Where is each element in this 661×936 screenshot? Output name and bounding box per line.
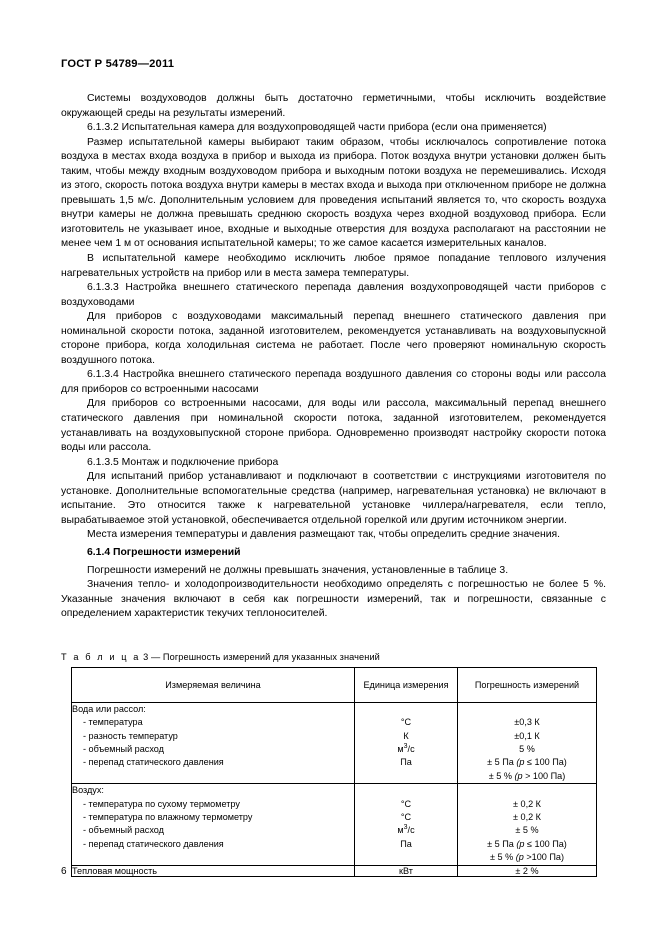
paragraph-chamber-size: Размер испытательной камеры выбирают таким образом, чтобы исключалось сопротивление потока воздуха в местах входа воздуха в прибор и выхода из прибора. Поток воздуха внутри установки должен быть таким, чтобы между входным воздуховодом прибора и выходным потоки воздуха не перемешивались. Исходя из этого, скорость потока воздуха внутри камеры в местах входа и выхода при отключенном приборе не должна превышать 1,5 м/с. Дополнительным условием для проведения испытаний является то, что скорость воздуха внутри камеры не должна превышать среднюю скорость воздуха через входной воздуховод прибора. Если изготовитель не указывает иное, входные и выходные отверстия для воздуха располагают на расстоянии не менее чем 1 м от основания испытательной камеры; то же самое касается измерительных каналов.: [61, 136, 606, 250]
row-line: ± 5 %: [515, 825, 539, 836]
table-row: [72, 702, 597, 783]
row-line: ± 0,2 К: [513, 811, 541, 822]
cell-quantity: [72, 784, 355, 865]
paragraph-accuracy-limits: Погрешности измерений не должны превышать значения, установленные в таблице 3.: [87, 564, 509, 576]
row-line-volume-flow: $м^3/с$: [397, 824, 415, 836]
row-line-volume-flow: $м^3/с$: [397, 742, 415, 754]
accuracy-table: [71, 667, 597, 877]
cell-accuracy: [458, 784, 597, 865]
row-line: - перепад статического давления: [83, 838, 224, 849]
paragraph-duct-static-pressure: Для приборов с воздуховодами максимальный перепад внешнего статического давления при номинальной скорости потока, заданной изготовителем, рекомендуется устанавливать на воздуховыпускной стороне прибора, когда холодильная система не работает. После чего проверяют номинальную скорость воздушного потока.: [61, 311, 606, 366]
cell-quantity: [72, 702, 355, 783]
row-line: - температура по влажному термометру: [83, 811, 253, 822]
cell-unit: [355, 702, 458, 783]
paragraph-capacity-accuracy: Значения тепло- и холодопроизводительности необходимо определять с погрешностью не более 5 %. Указанные значения включают в себя как погрешности измерений, так и погрешности, связанные с определением характеристик текучих теплоносителей.: [61, 579, 606, 620]
row-line: Па: [400, 838, 412, 849]
row-line: °С: [400, 717, 412, 728]
paragraph-intro: Системы воздуховодов должны быть достаточно герметичными, чтобы исключить воздействие окружающей среды на результаты измерений.: [61, 93, 606, 119]
row-line: К: [403, 730, 409, 741]
row-line-pressure-high: ± 5 % (p > 100 Па): [488, 770, 566, 781]
clause-6-1-3-3-title: 6.1.3.3 Настройка внешнего статического перепада давления воздухопроводящей части приборов с воздуховодами: [61, 282, 606, 308]
column-header-unit: Единица измерения: [355, 667, 458, 702]
column-header-accuracy: Погрешность измерений: [458, 667, 597, 702]
table-row: [72, 865, 597, 876]
row-line: - температура по сухому термометру: [83, 798, 240, 809]
cell-accuracy: ± 2 %: [458, 865, 597, 876]
row-line: ±0,3 К: [514, 717, 540, 728]
table-caption-text: 3 — Погрешность измерений для указанных значений: [143, 651, 380, 662]
cell-unit: [355, 784, 458, 865]
row-line: - температура: [83, 717, 143, 728]
table-header-row: [72, 667, 597, 702]
cell-accuracy: [458, 702, 597, 783]
page-number: 6: [61, 866, 67, 877]
document-header: ГОСТ Р 54789—2011: [61, 58, 175, 70]
clause-6-1-3-2-title: 6.1.3.2 Испытательная камера для воздухопроводящей части прибора (если она применяется): [87, 122, 547, 134]
table-caption: [61, 652, 606, 662]
row-line: ±0,1 К: [514, 730, 540, 741]
cell-quantity: Тепловая мощность: [72, 865, 355, 876]
heading-6-1-4: 6.1.4 Погрешности измерений: [87, 546, 241, 558]
table-body: [72, 702, 597, 876]
row-line: Вода или рассол:: [72, 703, 146, 714]
row-line-pressure-low: ± 5 Па (p ≤ 100 Па): [487, 838, 567, 849]
row-line: - объемный расход: [83, 825, 164, 836]
paragraph-pump-static-pressure: Для приборов со встроенными насосами, для воды или рассола, максимальный перепад внешнего статического давления при номинальной скорости потока, заданной изготовителем, рекомендуется устанавливать на воздуховыпускной стороне прибора. Одновременно производят настройку скорости потока воды или рассола.: [61, 398, 606, 454]
row-line-pressure-low: ± 5 Па (p ≤ 100 Па): [487, 757, 567, 768]
table-head: [72, 667, 597, 702]
paragraph-installation: Для испытаний прибор устанавливают и подключают в соответствии с инструкциями изготовителя по установке. Дополнительные вспомогательные средства (например, нагревательная установка) не включают в испытание. Это относится также к нагревательной установке чиллера/нагревателя, если тепло, вырабатываемое этой установкой, обеспечивается отдельной горелкой или другим источником энергии.: [61, 471, 606, 526]
paragraph-measurement-points: Места измерения температуры и давления размещают так, чтобы определить средние значения.: [87, 529, 561, 541]
clause-6-1-3-4-title: 6.1.3.4 Настройка внешнего статического перепада воздушного давления со стороны воды или рассола для приборов со встроенными насосами: [61, 369, 606, 395]
row-line: - объемный расход: [83, 743, 164, 754]
row-line: - перепад статического давления: [83, 757, 224, 768]
cell-unit: кВт: [355, 865, 458, 876]
row-line-pressure-high: ± 5 % (p >100 Па): [490, 852, 564, 863]
row-line: °С: [400, 811, 412, 822]
paragraph-thermal-radiation: В испытательной камере необходимо исключить любое прямое попадание теплового излучения нагревательных устройств на прибор или в места замера температуры.: [61, 253, 606, 279]
clause-6-1-3-5-title: 6.1.3.5 Монтаж и подключение прибора: [87, 456, 279, 468]
table-row: [72, 784, 597, 865]
row-line: Па: [400, 757, 412, 768]
page-content: [61, 58, 606, 877]
row-line: °С: [400, 798, 412, 809]
row-line: 5 %: [519, 743, 535, 754]
row-line: Воздух:: [72, 785, 104, 796]
row-line: ± 0,2 К: [513, 798, 541, 809]
table-caption-word: Т а б л и ц а: [61, 651, 141, 662]
row-line: - разность температур: [83, 730, 178, 741]
column-header-quantity: Измеряемая величина: [72, 667, 355, 702]
